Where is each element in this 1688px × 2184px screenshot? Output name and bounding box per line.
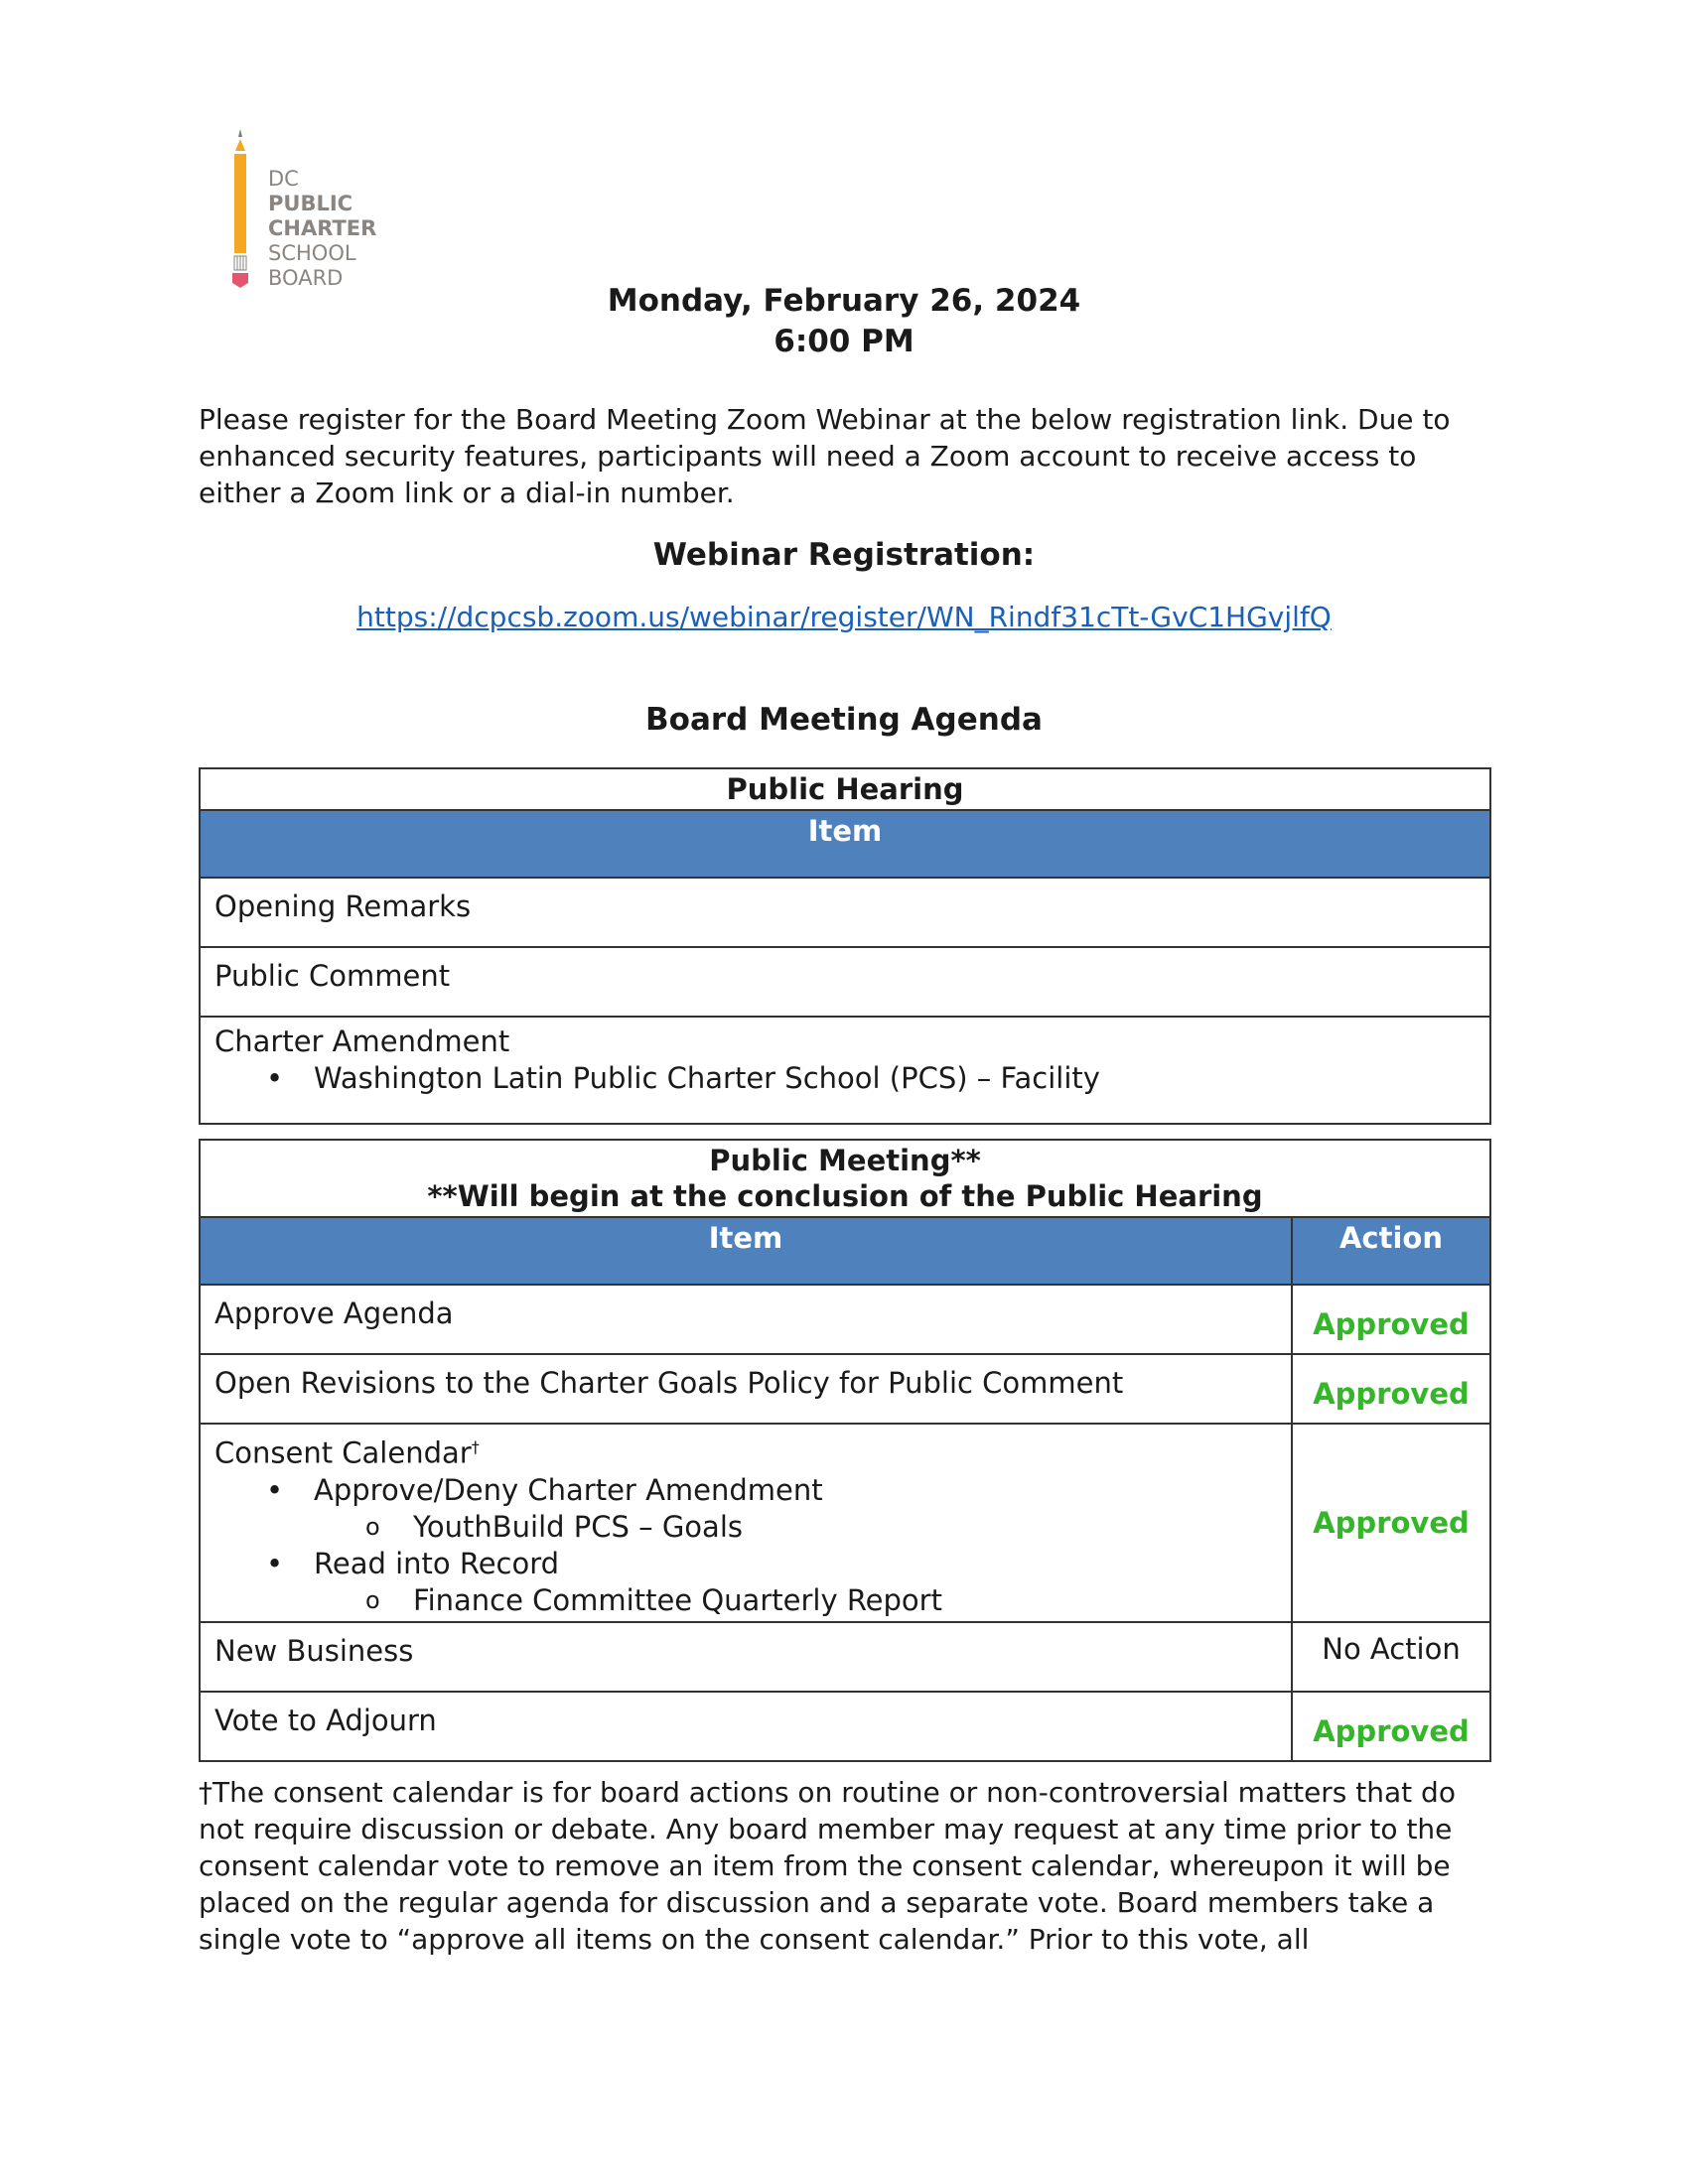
table-row: [200, 1354, 1490, 1424]
table-row: [200, 1692, 1490, 1761]
public-hearing-table: [199, 767, 1491, 1125]
list-item: • Read into Record: [214, 1546, 1277, 1582]
sub-list-item: o YouthBuild PCS – Goals: [214, 1509, 1277, 1546]
item-column-header: Item: [200, 1217, 1292, 1285]
table-header-row: [200, 1217, 1490, 1285]
item-cell: [200, 1017, 1490, 1124]
table-row: [200, 1622, 1490, 1692]
table-title-row: [200, 768, 1490, 810]
item-cell: Vote to Adjourn: [200, 1692, 1292, 1761]
item-cell: New Business: [200, 1622, 1292, 1692]
item-cell: [200, 1424, 1292, 1622]
dagger-mark: †: [471, 1437, 480, 1456]
table-header-row: [200, 810, 1490, 878]
action-column-header: Action: [1292, 1217, 1490, 1285]
table-row: [200, 878, 1490, 947]
logo-line: CHARTER: [268, 216, 377, 240]
action-cell: Approved: [1292, 1354, 1490, 1424]
pencil-icon: [226, 129, 266, 298]
agenda-title: Board Meeting Agenda: [645, 702, 1043, 738]
logo-wordmark: [268, 167, 376, 291]
logo-line: DC: [268, 167, 299, 191]
logo-line: PUBLIC: [268, 192, 353, 215]
item-column-header: Item: [200, 810, 1490, 878]
action-cell: Approved: [1292, 1424, 1490, 1622]
logo-line: BOARD: [268, 266, 344, 290]
bullet-list: [214, 1472, 1277, 1619]
consent-calendar-label: Consent Calendar: [214, 1435, 472, 1470]
meeting-time: 6:00 PM: [774, 324, 914, 359]
action-cell: No Action: [1292, 1622, 1490, 1692]
item-title: Charter Amendment: [214, 1024, 510, 1058]
dc-pcsb-logo: [226, 129, 405, 298]
public-hearing-title: Public Hearing: [200, 768, 1490, 810]
item-cell: Public Comment: [200, 947, 1490, 1017]
meeting-datetime: [199, 281, 1489, 362]
public-meeting-subtitle: **Will begin at the conclusion of the Public Hearing: [427, 1179, 1263, 1213]
intro-paragraph: Please register for the Board Meeting Zoom Webinar at the below registration link. Due to enhanced security features, participants will need a Zoom account to receive access to either a Zoom link or a dial-in number.: [199, 403, 1451, 509]
action-cell: Approved: [1292, 1692, 1490, 1761]
item-cell: Approve Agenda: [200, 1285, 1292, 1354]
public-meeting-title: Public Meeting**: [709, 1144, 981, 1177]
table-title-row: [200, 1140, 1490, 1217]
action-cell: Approved: [1292, 1285, 1490, 1354]
registration-link[interactable]: https://dcpcsb.zoom.us/webinar/register/WN_Rindf31cTt-GvC1HGvjlfQ: [356, 601, 1332, 633]
list-item: • Approve/Deny Charter Amendment: [214, 1472, 1277, 1509]
table-row: [200, 1424, 1490, 1622]
table-row: [200, 1017, 1490, 1124]
public-meeting-table: [199, 1139, 1491, 1762]
item-cell: Open Revisions to the Charter Goals Policy for Public Comment: [200, 1354, 1292, 1424]
sub-list-item: o Finance Committee Quarterly Report: [214, 1582, 1277, 1619]
table-row: [200, 1285, 1490, 1354]
item-title: [214, 1429, 1277, 1472]
item-cell: Opening Remarks: [200, 878, 1490, 947]
public-meeting-title-cell: [200, 1140, 1490, 1217]
list-item: • Washington Latin Public Charter School (PCS) – Facility: [214, 1060, 1476, 1097]
webinar-heading: Webinar Registration:: [652, 537, 1036, 573]
bullet-list: [214, 1060, 1476, 1097]
meeting-date: Monday, February 26, 2024: [607, 283, 1081, 319]
table-row: [200, 947, 1490, 1017]
logo-line: SCHOOL: [268, 241, 356, 265]
consent-calendar-footnote: †The consent calendar is for board actions on routine or non-controversial matters that do not require discussion or debate. Any board member may request at any time prior to the consent calendar vote to remove an item from the consent calendar, whereupon it will be placed on the regular agenda for discussion and a separate vote. Board members take a single vote to “approve all items on the consent calendar.” Prior to this vote, all: [199, 1776, 1456, 1956]
